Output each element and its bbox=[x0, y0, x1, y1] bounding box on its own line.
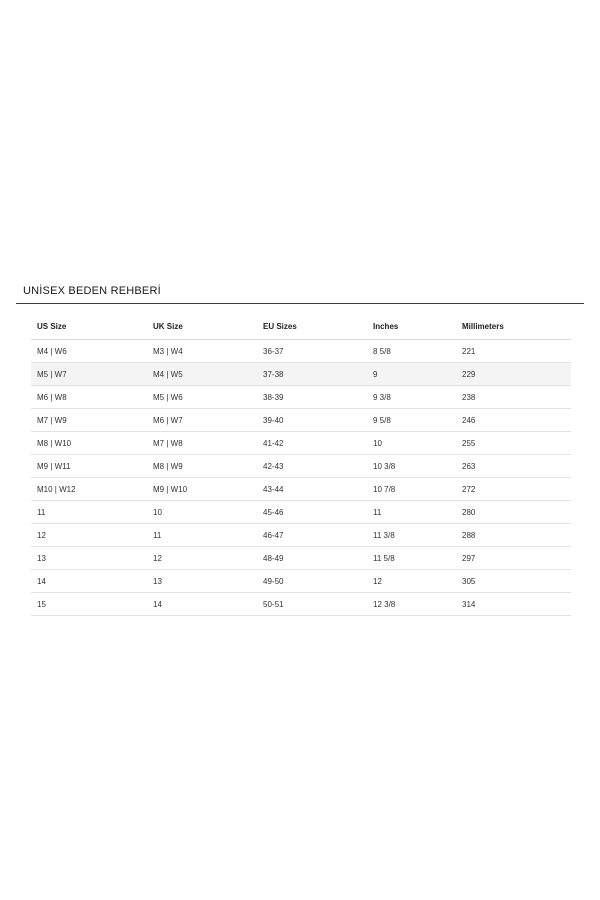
us-size-cell: 13 bbox=[31, 547, 147, 570]
table-row bbox=[31, 524, 571, 547]
page-title: UNİSEX BEDEN REHBERİ bbox=[23, 285, 161, 297]
table-header-row bbox=[31, 314, 571, 340]
eu-size-cell: 37-38 bbox=[257, 363, 367, 386]
eu-size-cell: 46-47 bbox=[257, 524, 367, 547]
millimeters-cell: 255 bbox=[456, 432, 571, 455]
millimeters-cell: 238 bbox=[456, 386, 571, 409]
table-row bbox=[31, 363, 571, 386]
uk-size-cell: M8 | W9 bbox=[147, 455, 257, 478]
us-size-cell: M5 | W7 bbox=[31, 363, 147, 386]
uk-size-cell: M6 | W7 bbox=[147, 409, 257, 432]
inches-cell: 10 7/8 bbox=[367, 478, 456, 501]
uk-size-cell: M3 | W4 bbox=[147, 340, 257, 363]
inches-cell: 12 3/8 bbox=[367, 593, 456, 616]
inches-cell: 11 bbox=[367, 501, 456, 524]
eu-size-cell: 41-42 bbox=[257, 432, 367, 455]
millimeters-cell: 229 bbox=[456, 363, 571, 386]
uk-size-cell: 11 bbox=[147, 524, 257, 547]
eu-size-cell: 43-44 bbox=[257, 478, 367, 501]
millimeters-cell: 280 bbox=[456, 501, 571, 524]
millimeters-cell: 246 bbox=[456, 409, 571, 432]
column-header-uk-size: UK Size bbox=[147, 314, 257, 340]
us-size-cell: 11 bbox=[31, 501, 147, 524]
table-row bbox=[31, 340, 571, 363]
us-size-cell: 15 bbox=[31, 593, 147, 616]
inches-cell: 8 5/8 bbox=[367, 340, 456, 363]
us-size-cell: 14 bbox=[31, 570, 147, 593]
millimeters-cell: 288 bbox=[456, 524, 571, 547]
uk-size-cell: 14 bbox=[147, 593, 257, 616]
title-divider bbox=[16, 303, 584, 304]
column-header-us-size: US Size bbox=[31, 314, 147, 340]
eu-size-cell: 49-50 bbox=[257, 570, 367, 593]
millimeters-cell: 272 bbox=[456, 478, 571, 501]
inches-cell: 11 5/8 bbox=[367, 547, 456, 570]
eu-size-cell: 48-49 bbox=[257, 547, 367, 570]
table-row bbox=[31, 455, 571, 478]
uk-size-cell: 12 bbox=[147, 547, 257, 570]
inches-cell: 9 5/8 bbox=[367, 409, 456, 432]
us-size-cell: M7 | W9 bbox=[31, 409, 147, 432]
column-header-millimeters: Millimeters bbox=[456, 314, 571, 340]
millimeters-cell: 297 bbox=[456, 547, 571, 570]
inches-cell: 9 3/8 bbox=[367, 386, 456, 409]
column-header-inches: Inches bbox=[367, 314, 456, 340]
eu-size-cell: 38-39 bbox=[257, 386, 367, 409]
millimeters-cell: 314 bbox=[456, 593, 571, 616]
inches-cell: 11 3/8 bbox=[367, 524, 456, 547]
inches-cell: 10 bbox=[367, 432, 456, 455]
uk-size-cell: 13 bbox=[147, 570, 257, 593]
uk-size-cell: 10 bbox=[147, 501, 257, 524]
uk-size-cell: M5 | W6 bbox=[147, 386, 257, 409]
us-size-cell: M9 | W11 bbox=[31, 455, 147, 478]
eu-size-cell: 39-40 bbox=[257, 409, 367, 432]
us-size-cell: M6 | W8 bbox=[31, 386, 147, 409]
table-row bbox=[31, 386, 571, 409]
us-size-cell: M8 | W10 bbox=[31, 432, 147, 455]
uk-size-cell: M4 | W5 bbox=[147, 363, 257, 386]
eu-size-cell: 50-51 bbox=[257, 593, 367, 616]
table-row bbox=[31, 570, 571, 593]
millimeters-cell: 305 bbox=[456, 570, 571, 593]
us-size-cell: 12 bbox=[31, 524, 147, 547]
inches-cell: 9 bbox=[367, 363, 456, 386]
table-row bbox=[31, 547, 571, 570]
us-size-cell: M4 | W6 bbox=[31, 340, 147, 363]
eu-size-cell: 36-37 bbox=[257, 340, 367, 363]
inches-cell: 12 bbox=[367, 570, 456, 593]
eu-size-cell: 42-43 bbox=[257, 455, 367, 478]
uk-size-cell: M9 | W10 bbox=[147, 478, 257, 501]
size-guide bbox=[0, 282, 600, 616]
inches-cell: 10 3/8 bbox=[367, 455, 456, 478]
size-table bbox=[31, 314, 571, 616]
millimeters-cell: 263 bbox=[456, 455, 571, 478]
column-header-eu-sizes: EU Sizes bbox=[257, 314, 367, 340]
table-row bbox=[31, 432, 571, 455]
table-row bbox=[31, 593, 571, 616]
us-size-cell: M10 | W12 bbox=[31, 478, 147, 501]
eu-size-cell: 45-46 bbox=[257, 501, 367, 524]
table-row bbox=[31, 478, 571, 501]
millimeters-cell: 221 bbox=[456, 340, 571, 363]
uk-size-cell: M7 | W8 bbox=[147, 432, 257, 455]
table-row bbox=[31, 501, 571, 524]
table-row bbox=[31, 409, 571, 432]
